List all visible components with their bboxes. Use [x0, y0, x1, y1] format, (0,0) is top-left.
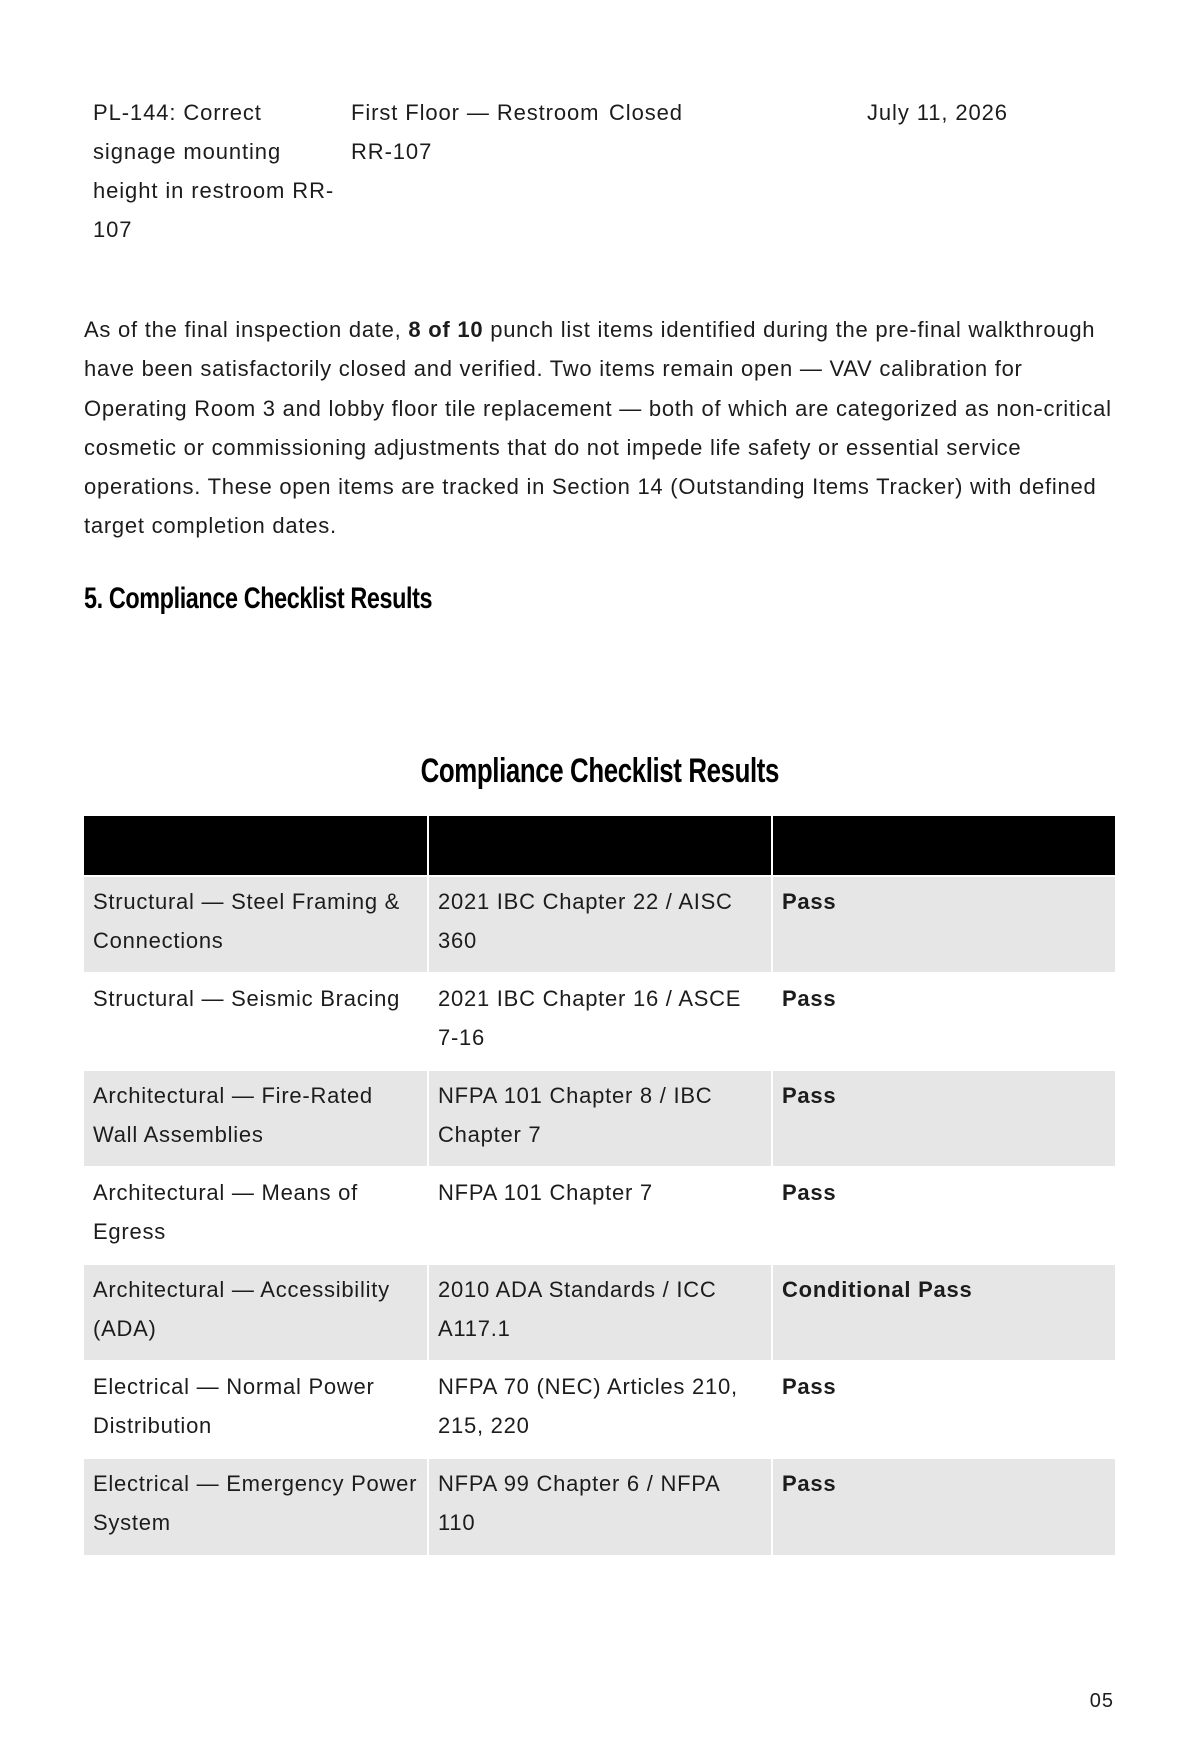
- punch-list-row: [93, 93, 1115, 249]
- discipline-cell: Electrical — Emergency Power System: [84, 1458, 428, 1555]
- standard-cell: 2021 IBC Chapter 16 / ASCE 7-16: [428, 973, 772, 1070]
- result-cell: Pass: [772, 1070, 1115, 1167]
- table-header-row: [84, 816, 1115, 876]
- standard-cell: 2010 ADA Standards / ICC A117.1: [428, 1264, 772, 1361]
- discipline-cell: Architectural — Fire-Rated Wall Assemblies: [84, 1070, 428, 1167]
- punch-item-date: July 11, 2026: [867, 100, 1008, 125]
- standard-cell: NFPA 101 Chapter 7: [428, 1167, 772, 1264]
- table-header-cell: [772, 816, 1115, 876]
- table-caption-text: Compliance Checklist Results: [420, 752, 779, 790]
- discipline-cell: Architectural — Means of Egress: [84, 1167, 428, 1264]
- punch-item-description: PL-144: Correct signage mounting height in restroom RR-107: [93, 100, 335, 242]
- summary-intro: As of the final inspection date,: [84, 317, 409, 342]
- discipline-cell: Structural — Steel Framing & Connections: [84, 876, 428, 973]
- table-row: [84, 1167, 1115, 1264]
- summary-body: punch list items identified during the pre-final walkthrough have been satisfactorily closed and verified. Two items remain open — VAV calibration for Operating Room 3 and lobby floor tile replacement — both of which are categorized as non-critical cosmetic or commissioning adjustments that do not impede life safety or essential service operations. These open items are tracked in Section 14 (Outstanding Items Tracker) with defined target completion dates.: [84, 317, 1112, 539]
- section-heading: 5. Compliance Checklist Results: [84, 582, 433, 615]
- table-header-cell: [428, 816, 772, 876]
- standard-cell: 2021 IBC Chapter 22 / AISC 360: [428, 876, 772, 973]
- compliance-table: [84, 816, 1115, 1555]
- table-row: [84, 1361, 1115, 1458]
- summary-count: 8 of 10: [408, 317, 484, 342]
- discipline-cell: Architectural — Accessibility (ADA): [84, 1264, 428, 1361]
- discipline-cell: Electrical — Normal Power Distribution: [84, 1361, 428, 1458]
- table-header-cell: [84, 816, 428, 876]
- result-cell: Pass: [772, 973, 1115, 1070]
- standard-cell: NFPA 99 Chapter 6 / NFPA 110: [428, 1458, 772, 1555]
- standard-cell: NFPA 101 Chapter 8 / IBC Chapter 7: [428, 1070, 772, 1167]
- page-number: 05: [1089, 1690, 1114, 1712]
- result-cell: Pass: [772, 876, 1115, 973]
- table-row: [84, 1458, 1115, 1555]
- table-row: [84, 973, 1115, 1070]
- result-cell: Pass: [772, 1458, 1115, 1555]
- result-cell: Conditional Pass: [772, 1264, 1115, 1361]
- table-row: [84, 876, 1115, 973]
- punch-item-location: First Floor — Restroom RR-107: [351, 100, 600, 164]
- punch-item-status: Closed: [609, 100, 683, 125]
- standard-cell: NFPA 70 (NEC) Articles 210, 215, 220: [428, 1361, 772, 1458]
- result-cell: Pass: [772, 1167, 1115, 1264]
- table-row: [84, 1264, 1115, 1361]
- table-caption: [84, 752, 1115, 791]
- discipline-cell: Structural — Seismic Bracing: [84, 973, 428, 1070]
- result-cell: Pass: [772, 1361, 1115, 1458]
- table-row: [84, 1070, 1115, 1167]
- punch-list-summary: [84, 310, 1115, 546]
